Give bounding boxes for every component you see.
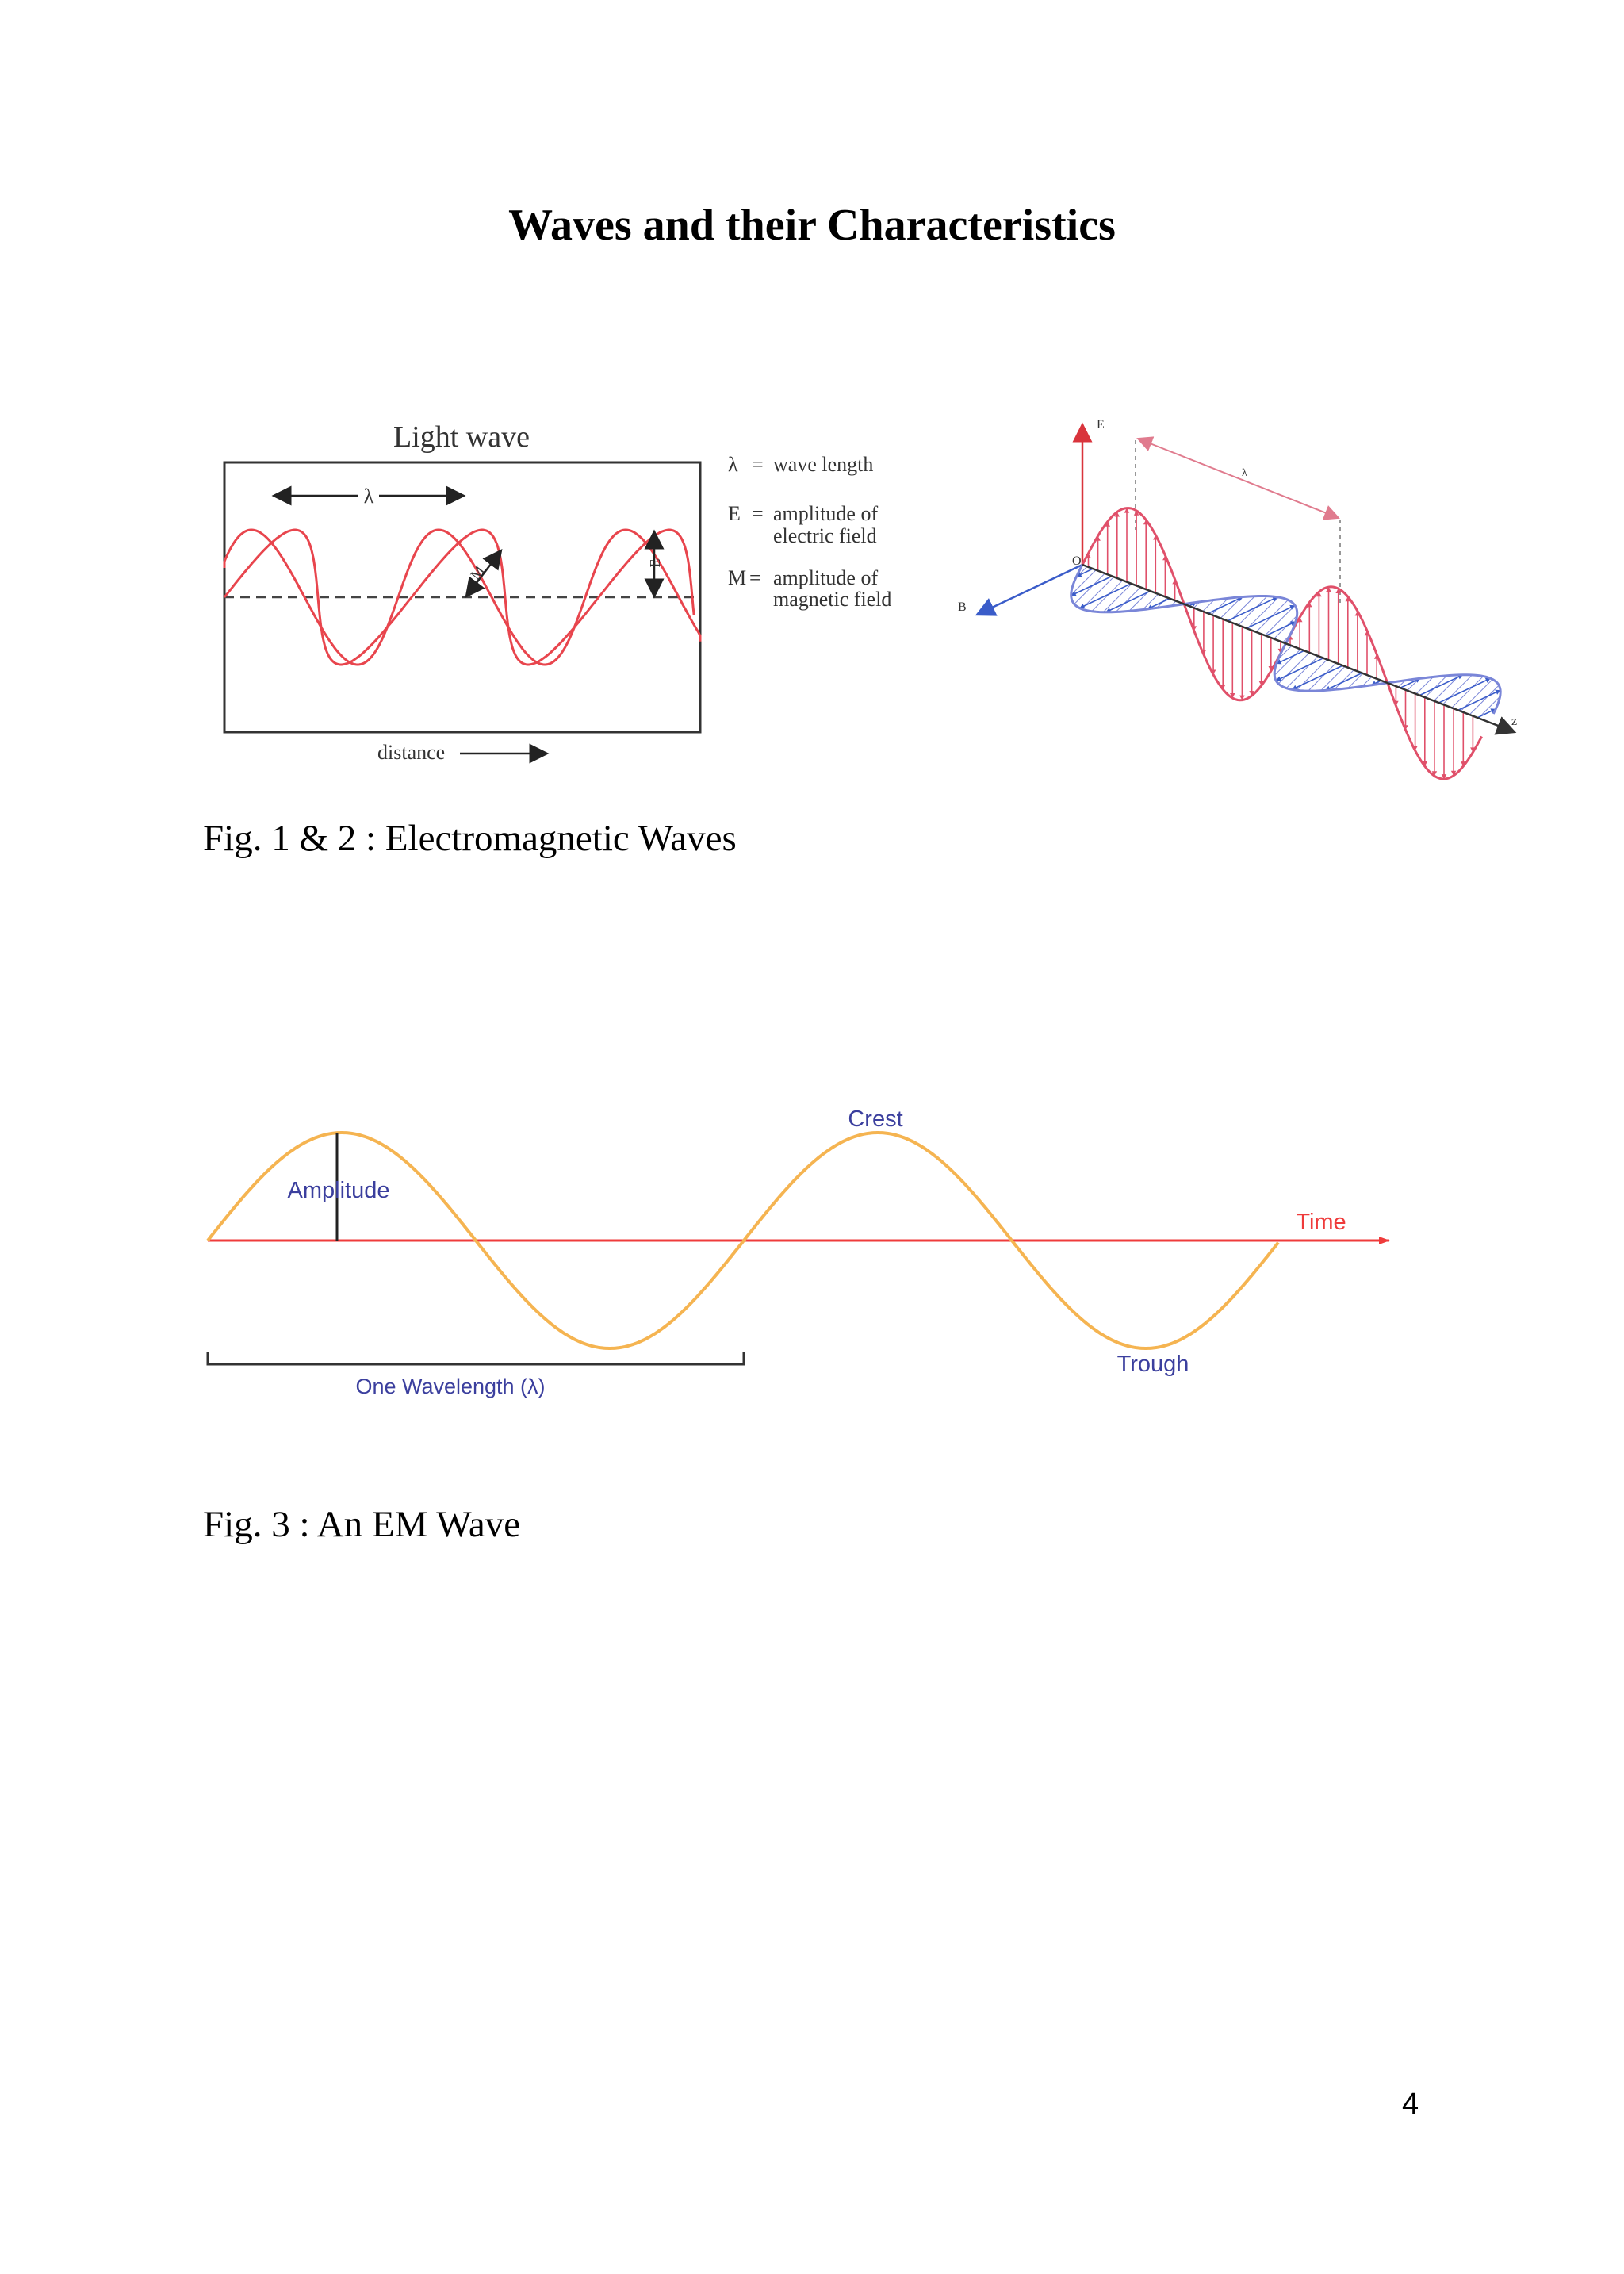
figure-1-e-marker: E xyxy=(647,558,663,568)
figure-1-title: Light wave xyxy=(393,420,530,454)
figure-1-2-caption: Fig. 1 & 2 : Electromagnetic Waves xyxy=(203,818,737,859)
figure-3-wavelength-label: One Wavelength (λ) xyxy=(355,1375,546,1398)
page-number: 4 xyxy=(1402,2088,1419,2121)
figure-3-caption: Fig. 3 : An EM Wave xyxy=(203,1504,521,1545)
legend-m-symbol: M xyxy=(728,566,747,589)
legend-e-sep: = xyxy=(752,502,764,525)
figure-2-electric-field-arrows xyxy=(1086,508,1476,780)
figure-3-trough-label: Trough xyxy=(1116,1352,1189,1377)
figure-2-z-axis-label: z xyxy=(1511,715,1518,728)
figure-2-em-wave-3d xyxy=(944,405,1530,785)
legend-e-line-2: electric field xyxy=(773,524,877,547)
page-title: Waves and their Characteristics xyxy=(508,201,1116,250)
figure-1-m-marker: M xyxy=(467,562,488,583)
figure-1-lambda-symbol: λ xyxy=(363,485,374,508)
figure-2-e-axis-label: E xyxy=(1097,418,1105,431)
figure-3-em-wave xyxy=(190,1087,1404,1412)
figure-3-amplitude-label: Amplitude xyxy=(287,1178,390,1203)
legend-m-line-1: amplitude of xyxy=(773,566,879,589)
figure-1-x-axis-label: distance xyxy=(377,741,446,764)
figure-3-time-label: Time xyxy=(1296,1210,1346,1235)
figure-2-lambda-arrow xyxy=(1138,439,1339,518)
legend-lambda-symbol: λ xyxy=(728,453,738,476)
figure-2-origin-label: O xyxy=(1072,554,1082,568)
legend-e-line-1: amplitude of xyxy=(773,502,879,525)
legend-lambda-text: wave length xyxy=(773,453,874,476)
figure-3-wavelength-bracket xyxy=(208,1352,744,1364)
figure-2-b-axis xyxy=(977,565,1082,615)
figure-2-b-axis-label: B xyxy=(958,600,967,614)
figure-2-electric-field-wave xyxy=(1082,508,1482,780)
legend-m-sep: = xyxy=(749,566,761,589)
legend-lambda-sep: = xyxy=(752,453,764,476)
figure-1-legend xyxy=(728,453,891,611)
figure-3-crest-label: Crest xyxy=(848,1106,903,1132)
legend-m-line-2: magnetic field xyxy=(773,588,892,611)
figure-2-z-axis xyxy=(1082,565,1518,732)
figure-1-light-wave xyxy=(214,408,904,773)
figure-2-lambda-label: λ xyxy=(1242,467,1247,479)
legend-e-symbol: E xyxy=(728,502,741,525)
